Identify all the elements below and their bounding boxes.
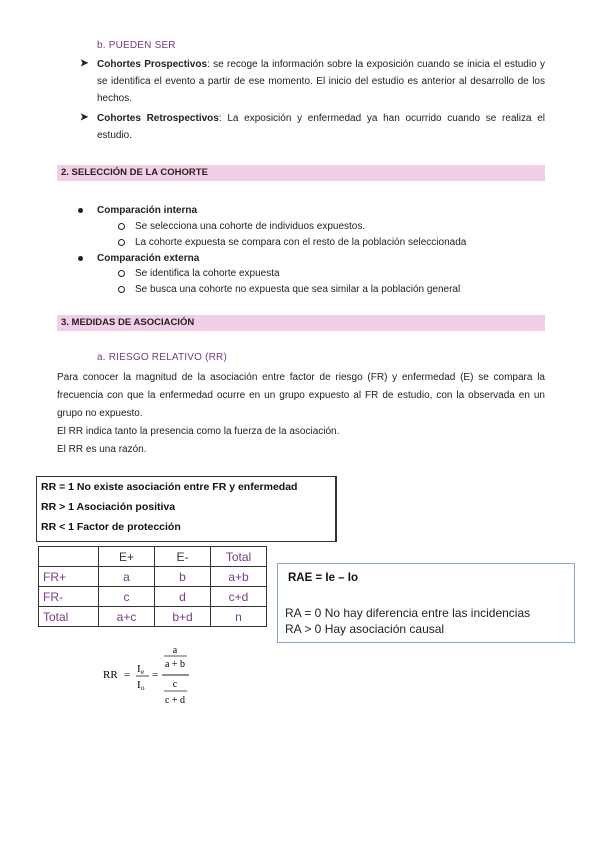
rae-line: RA = 0 No hay diferencia entre las incidencias <box>285 606 531 620</box>
formula-eq2: = <box>152 669 159 681</box>
rr-paragraph: Para conocer la magnitud de la asociación entre factor de riesgo (FR) y enfermedad (E) se compara la frecuencia con que la enfermedad ocurre en un grupo expuesto al FR de estudio, con la observada en un grupo no expuesto. <box>57 372 545 419</box>
rr-line: RR < 1 Factor de protección <box>41 521 181 533</box>
table-cell: Total <box>39 607 99 627</box>
retrospective-item <box>97 110 545 144</box>
section-3-heading: 3. MEDIDAS DE ASOCIACIÓN <box>61 317 195 328</box>
table-cell: E- <box>155 547 211 567</box>
group-internal-title: Comparación interna <box>97 205 198 216</box>
table-row <box>39 567 267 587</box>
section-2-band <box>57 165 545 181</box>
formula-ie-sub: e <box>141 668 145 676</box>
circle-bullet-icon <box>118 219 125 235</box>
retrospective-text: : La exposición y enfermedad ya han ocurrido cuando se realiza el estudio. <box>97 113 545 141</box>
list-item: Se selecciona una cohorte de individuos expuestos. <box>135 221 366 232</box>
section-2-heading: 2. SELECCIÓN DE LA COHORTE <box>61 167 208 178</box>
table-cell: b <box>155 567 211 587</box>
formula-ie: I <box>137 663 141 675</box>
list-item: Se busca una cohorte no expuesta que sea similar a la población general <box>135 284 461 295</box>
section-b-heading: b. PUEDEN SER <box>97 40 176 51</box>
formula-io-sub: o <box>141 684 145 692</box>
formula-io: I <box>137 679 141 691</box>
table-cell: b+d <box>155 607 211 627</box>
rae-line: RA > 0 Hay asociación causal <box>285 622 445 636</box>
section-3-band <box>57 315 545 331</box>
rr-subheading: a. RIESGO RELATIVO (RR) <box>97 352 227 363</box>
circle-bullet-icon <box>118 282 125 298</box>
arrow-bullet-icon: ➤ <box>80 58 89 69</box>
contingency-table <box>38 546 267 627</box>
bullet-dot-icon <box>78 251 83 267</box>
formula-num-bottom: a + b <box>164 659 186 670</box>
list-item: La cohorte expuesta se compara con el resto de la población seleccionada <box>135 237 467 248</box>
rr-paragraph: El RR indica tanto la presencia como la fuerza de la asociación. <box>57 426 340 437</box>
retrospective-title: Cohortes Retrospectivos <box>97 113 219 124</box>
rr-interpretation-box <box>36 476 337 542</box>
prospective-item <box>97 56 545 107</box>
list-item: Se identifica la cohorte expuesta <box>135 268 280 279</box>
formula-lhs: RR <box>103 669 118 681</box>
rr-line: RR = 1 No existe asociación entre FR y enfermedad <box>41 481 298 493</box>
rr-paragraph: El RR es una razón. <box>57 444 147 455</box>
formula-den-bottom: c + d <box>164 695 186 706</box>
table-cell: FR+ <box>39 567 99 587</box>
table-cell: E+ <box>99 547 155 567</box>
table-cell <box>39 547 99 567</box>
rr-line: RR > 1 Asociación positiva <box>41 501 176 513</box>
table-cell: c+d <box>211 587 267 607</box>
bullet-dot-icon <box>78 203 83 219</box>
circle-bullet-icon <box>118 266 125 282</box>
rr-formula <box>103 645 213 710</box>
formula-den-top: c <box>172 679 178 690</box>
table-row <box>39 547 267 567</box>
table-cell: c <box>99 587 155 607</box>
table-cell: a+c <box>99 607 155 627</box>
arrow-bullet-icon: ➤ <box>80 112 89 123</box>
table-cell: FR- <box>39 587 99 607</box>
circle-bullet-icon <box>118 235 125 251</box>
rae-box <box>277 563 575 643</box>
table-row <box>39 607 267 627</box>
prospective-text: : se recoge la información sobre la exposición cuando se inicia el estudio y se identifica el evento a partir de ese momento. El inicio del estudio es anterior al desarrollo de los hechos. <box>97 59 545 104</box>
formula-num-top: a <box>172 645 178 656</box>
table-row <box>39 587 267 607</box>
rae-title: RAE = Ie – Io <box>288 572 358 584</box>
group-external-title: Comparación externa <box>97 253 200 264</box>
prospective-title: Cohortes Prospectivos <box>97 59 208 70</box>
formula-eq: = <box>124 669 131 681</box>
table-cell: d <box>155 587 211 607</box>
table-cell: n <box>211 607 267 627</box>
table-cell: a+b <box>211 567 267 587</box>
table-cell: a <box>99 567 155 587</box>
table-cell: Total <box>211 547 267 567</box>
